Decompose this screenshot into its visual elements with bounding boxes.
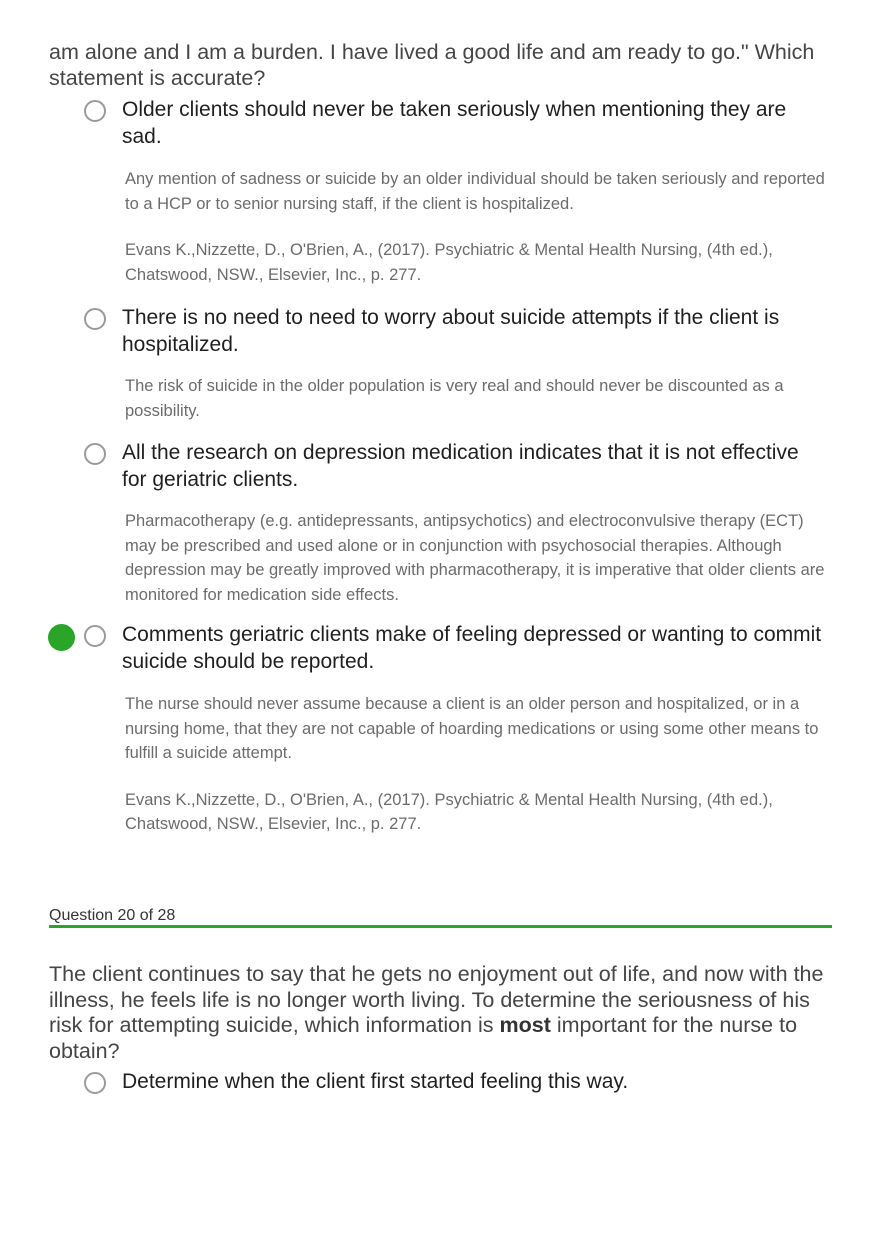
stem-text: The client continues to say that he gets no enjoyment out of life, and now with the illness, he feels life is no longer worth living. To determine the seriousness of his risk for attempting suicide, which information is	[49, 962, 824, 1037]
stem-text: important for the nurse to obtain?	[49, 1013, 798, 1063]
feedback-rationale: The nurse should never assume because a client is an older person and hospitalized, or in a nursing home, that they are not capable of hoarding medications or using some other means to fulfill a suicide attempt.	[125, 695, 819, 762]
question-stem	[49, 962, 839, 1064]
feedback-rationale: Any mention of sadness or suicide by an older individual should be taken seriously and reported to a HCP or to senior nursing staff, if the client is hospitalized.	[125, 170, 825, 213]
feedback-rationale: The risk of suicide in the older population is very real and should never be discounted as a possibility.	[125, 377, 784, 420]
radio-button[interactable]	[84, 1072, 106, 1094]
answer-option-label: Determine when the client first started feeling this way.	[122, 1070, 629, 1093]
radio-button[interactable]	[84, 100, 106, 122]
answer-option-label: There is no need to need to worry about suicide attempts if the client is hospitalized.	[122, 306, 780, 356]
answer-option-label: Older clients should never be taken seriously when mentioning they are sad.	[122, 98, 787, 148]
feedback-reference: Evans K.,Nizzette, D., O'Brien, A., (2017). Psychiatric & Mental Health Nursing, (4th ed.), Chatswood, NSW., Elsevier, Inc., p. 277.	[125, 241, 773, 284]
answer-feedback	[125, 692, 825, 837]
question-divider	[49, 925, 832, 928]
answer-feedback	[125, 374, 825, 423]
radio-button[interactable]	[84, 443, 106, 465]
answer-option-label: Comments geriatric clients make of feeling depressed or wanting to commit suicide should be reported.	[122, 623, 822, 673]
answer-feedback	[125, 167, 825, 287]
question-stem-continued: am alone and I am a burden. I have lived a good life and am ready to go." Which statement is accurate?	[49, 40, 815, 90]
correct-answer-indicator-icon	[48, 624, 75, 651]
answer-feedback	[125, 509, 825, 607]
radio-button[interactable]	[84, 625, 106, 647]
radio-button[interactable]	[84, 308, 106, 330]
stem-emphasis: most	[499, 1013, 551, 1037]
question-counter: Question 20 of 28	[49, 907, 176, 924]
answer-option-label: All the research on depression medication indicates that it is not effective for geriatric clients.	[122, 441, 799, 491]
feedback-rationale: Pharmacotherapy (e.g. antidepressants, antipsychotics) and electroconvulsive therapy (ECT) may be prescribed and used alone or in conjunction with psychosocial therapies. Although depression may be greatly improved with pharmacotherapy, it is imperative that older clients are monitored for medication side effects.	[125, 512, 825, 604]
feedback-reference: Evans K.,Nizzette, D., O'Brien, A., (2017). Psychiatric & Mental Health Nursing, (4th ed.), Chatswood, NSW., Elsevier, Inc., p. 277.	[125, 790, 773, 833]
